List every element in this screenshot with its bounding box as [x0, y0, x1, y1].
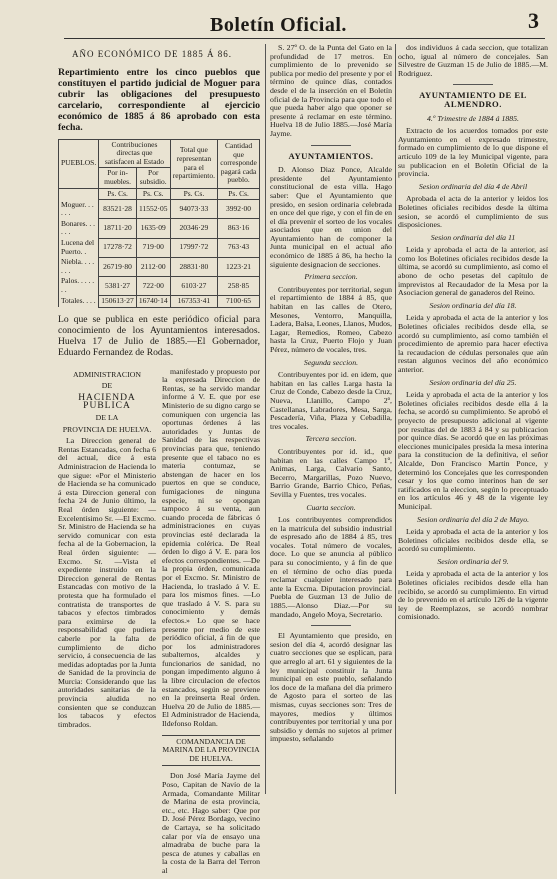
session-heading: Sesion ordinaria del día 25. — [429, 377, 517, 387]
session-heading: Sesion ordinaria del día 11 — [430, 232, 516, 242]
column-2 — [270, 44, 392, 796]
separator — [311, 625, 351, 626]
cantidad-cell: 863·16 — [218, 219, 260, 238]
separator — [311, 145, 351, 146]
subsidio-cell: 16740·14 — [136, 296, 170, 308]
trimestre-heading: 4.º Trimestre de 1884 á 1885. — [426, 113, 519, 123]
col-header-contribuciones: Contribuciones directas que satisfacen al Estado — [99, 139, 170, 168]
col-header-subsidio: Por subsidio. — [136, 168, 170, 188]
session-heading: Sesion ordinaria del 9. — [437, 556, 509, 566]
col-header-pueblos: PUEBLOS. — [59, 139, 99, 188]
subcolumn-right — [162, 368, 260, 879]
comandancia-text: Don José María Jayme del Poso, Capitan de Navío de la Armada, Comandante Militar de Marina de esta provincia, etc., etc. Hago saber: Que por D. José Pérez Bordago, vecino de Cartaya, se ha solicitado calar por vía de ensayo una almadraba de buche para la pesca de atunes y caballas en la costa de la Barra del Terron al — [162, 771, 260, 875]
unit-cell: Ps. Cs. — [99, 188, 137, 200]
total-cell: 167353·41 — [170, 296, 217, 308]
table-row — [59, 257, 260, 276]
total-cell: 6103·27 — [170, 276, 217, 295]
inmuebles-cell: 5381·27 — [99, 276, 137, 295]
session-text: Leida y aprobada el acta de la anterior y los Boletines oficiales recibidos desde ella, se acordó su cumplimiento. — [398, 527, 548, 554]
fiscal-year-heading: AÑO ECONÓMICO DE 1885 Á 86. — [72, 49, 232, 59]
section-heading: Cuarta seccion. — [306, 502, 356, 512]
pueblo-cell: Palos. . . . . . . — [59, 276, 99, 295]
table-row — [59, 276, 260, 295]
pueblo-cell: Totales. . . . — [59, 296, 99, 308]
session-text: Leida y aprobada el acta de la anterior y los Boletines oficiales recibidos desde ella, se acordó su cumplimiento, así como también el procedimiento de apremio para hacer efectiva la recaudacion de cédulas personales que aún restan algunos vecinos del año económico anterior. — [398, 313, 548, 374]
section-heading: Primera seccion. — [304, 272, 358, 282]
inmuebles-cell: 26719·80 — [99, 257, 137, 276]
total-cell: 94073·33 — [170, 200, 217, 219]
admin-text: La Direccion general de Rentas Estancadas, con fecha 6 del actual, dice á esta Administracion de Hacienda lo que sigue: «Por el Ministerio de Hacienda se ha comunicado á esta Direccion general con fecha 24 de Junio último, la Real órden siguiente: —Excelentísimo Sr. —El Excmo. Sr. Ministro de Hacienda se ha servido comunicar con esta fecha al de la Gobernacion, la Real órden siguiente: —Excmo. Sr. —Vista el expediente instruido en la Direccion general de Rentas Estancadas con motivo de la protesta que ha formulado el contratista de transportes de tabacos y efectos timbrados para eximirse de la responsabilidad que pudiera caberle por la falta de cumplimiento de dicho servicio, á consecuencia de las medidas adoptadas por la Junta de Sanidad de la provincia de Murcia: Considerando que las autoridades sanitarias de la provincia aludida no consienten que se conduzcan los tabacos y efectos timbrados. — [58, 436, 156, 729]
session-heading: Sesion ordinaria del día 2 de Mayo. — [416, 514, 530, 524]
cantidad-cell: 763·43 — [218, 238, 260, 257]
extract-text: Extracto de los acuerdos tomados por este Ayuntamiento en el expresado trimestre, formado en cumplimiento de lo que dispone el artículo 109 de la ley Municipal vigente, para su publicacion en el Boletín Oficial de la provincia. — [398, 126, 548, 179]
session-text: Leida y aprobada el acta de la anterior, así como los Boletines oficiales recibidos desde la última, se acordó su cumplimiento, así como el abono de ocho pesetas del capítulo de imprevistos al Recaudador de la Mesa por la Asociacion general de ganaderos del Reino. — [398, 245, 548, 298]
subsidio-cell: 1635·09 — [136, 219, 170, 238]
inmuebles-cell: 17278·72 — [99, 238, 137, 257]
page-header — [0, 0, 557, 40]
section-text: Contribuyentes por id. en idem, que habitan en las calles Larga hasta la Cruz de Conde, Cabezo desde la Cruz, Nueva, Llanillo, Campo 2º, Castellanas, Labradores, Mesa, Sarga, Pescadería, Viña, Plaza y Cebadilla, tres vocales. — [270, 370, 392, 431]
session-text: Leida y aprobada el acta de la anterior y los Boletines oficiales recibidos desde ella á la fecha, se acordó su cumplimiento. Se aprobó el proyecto de presupuesto adicional al vigente por resultas del de 1883 á 84 y su publicacion por quince días. Se acordó que en las próximas elecciones municipales presida la mesa interina para la constitucion de la definitiva, el señor Alcalde, Don Francisco Martin Ponce, y determinó los Concejales que les corresponden cesar y los que como interinos han de ser ratificados en la eleccion, según lo preceptuado en los artículos 46 y 48 de la vigente ley Municipal. — [398, 390, 548, 511]
continued-text: S. 27º O. de la Punta del Gato en la profundidad de 17 metros. En cumplimiento de lo prevenido se publica por medio del presente y por el término de quince días, contados desde el de la inserción en el Boletín oficial de la Provincia para que todo el que pueda haber algo que oponer se presente á reclamar en este término. Huelva 18 de Julio 1885.—José María Jayme. — [270, 43, 392, 138]
admin-heading-1: ADMINISTRACION — [72, 369, 141, 379]
unit-cell: Ps. Cs. — [136, 188, 170, 200]
table-row — [59, 238, 260, 257]
cantidad-cell: 3992·00 — [218, 200, 260, 219]
section-text: Contribuyentes por id. id., que habitan en las calles Campo 1º, Animas, Larga, Calvario Santo, Becerro, Margarillas, Pozo Nuevo, Barrio Grande, Barrio Chico, Peñas, Sevilla y Fuentes, tres vocales. — [270, 446, 392, 499]
col-header-total: Total que representan para el repartimiento. — [170, 139, 217, 188]
section-text: El Ayuntamiento que presido, en sesion del día 4, acordó designar las cuatro secciones que se esplican, para que arreglo al art. 61 y siguientes de la ley municipal constituir la Junta municipal en este pueblo, señalando los doce de la mañana del día primero de Agosto para el sorteo de las mismas, cuyas secciones son: Tres de mayores, medios y últimos contribuyentes por territorial y una por subsidio y demás no sujetos al primer impuesto, señalando — [270, 631, 392, 744]
table-cell — [59, 188, 99, 200]
unit-cell: Ps. Cs. — [218, 188, 260, 200]
ayuntamientos-heading: AYUNTAMIENTOS. — [288, 150, 374, 161]
column-divider — [265, 44, 266, 794]
admin-text-continued: manifestado y propuesto por la expresada Direccion de Rentas, se ha servido mandar informe á V. E. que por ese Ministerio de su digno cargo se comuniquen con urgencia las oportunas órdenes á las autoridades y Juntas de Sanidad de las respectivas provincias para que, teniendo presente que el tabaco no es materia contumaz, se abstengan de hacer en los puertos en que se conduce, fumigaciones de ninguna especie, ni se opongan tampoco á su venta, aun cuando proceda de fábricas ó administraciones en cuyas provincias esté declarada la epidemia colérica. De Real órden lo digo á V. E. para los efectos correspondientes. —De la propia órden, comunicada por el Excmo. Sr. Ministro de Hacienda, lo traslado á V. E. para los mismos fines. —Lo que traslado á V. S. para su conocimiento y demás efectos.» Lo que se hace presente por medio de este periódico oficial, á fin de que por los administradores subalternos, alcaldes y funcionarios de sanidad, no pongan impedimento alguno á la libre circulacion de efectos estancados, según se previene en la preinserta Real órden. Huelva 20 de Julio de 1885.—El Administrador de Hacienda, Ildefonso Roldan. — [162, 366, 260, 729]
page-number: 3 — [528, 8, 539, 33]
session-text: Leida y aprobada el acta de la anterior y los Boletines oficiales recibidos desde ella han recibido, se acordó su cumplimiento. En virtud de lo prevenido en el artículo 126 de la vigente ley de Reemplazos, se acordó nombrar comisionado. — [398, 569, 548, 622]
pueblo-cell: Moguer. . . . . . — [59, 200, 99, 219]
continued-text: dos individuos á cada seccion, que totalizan ocho, igual al número de concejales. San Silvestre de Guzman 15 de Julio de 1885.—M. Rodriguez. — [398, 43, 548, 78]
section-heading: Tercera seccion. — [305, 434, 357, 444]
subsidio-cell: 2112·00 — [136, 257, 170, 276]
repartimiento-heading: Repartimiento entre los cinco pueblos que constituyen el partido judicial de Moguer para cubrir las obligaciones del presupuesto carcelario, correspondiente al ejercicio económico de 1885 á 86 aprobado con esta fecha. — [58, 66, 260, 133]
section-heading: Segunda seccion. — [303, 357, 359, 367]
total-cell: 20346·29 — [170, 219, 217, 238]
total-cell: 28831·80 — [170, 257, 217, 276]
admin-heading-2: DE — [101, 381, 113, 391]
subcolumn-left — [58, 368, 156, 879]
two-column-block — [58, 368, 260, 879]
inmuebles-cell: 150613·27 — [99, 296, 137, 308]
newspaper-title: Boletín Oficial. — [210, 14, 347, 36]
cantidad-cell: 258·85 — [218, 276, 260, 295]
inmuebles-cell: 83521·28 — [99, 200, 137, 219]
inmuebles-cell: 18711·20 — [99, 219, 137, 238]
session-heading: Sesion ordinaria del día 18. — [429, 300, 517, 310]
totals-row — [59, 296, 260, 308]
pueblo-cell: Niebla. . . . . . . — [59, 257, 99, 276]
column-3 — [398, 44, 548, 796]
admin-heading-4: DE LA — [95, 413, 119, 423]
header-rule — [64, 38, 545, 39]
total-cell: 17997·72 — [170, 238, 217, 257]
cantidad-cell: 1223·21 — [218, 257, 260, 276]
section-text: Los contribuyentes comprendidos en la matrícula del subsidio industrial de espresado año de 1884 á 85, tres vocales. Total número de vocales, doce. Lo que se anuncia al público para su conocimiento, y á fin de que en el término de ocho días pueda reclamar cualquier interesado para ante la Excma. Diputacion provincial. Puebla de Guzman 13 de Julio de 1885.—Alonso Diaz.—Por su mandado, Angelo Moya, Secretario. — [270, 515, 392, 619]
column-1 — [58, 44, 260, 875]
section-text: Contribuyentes por territorial, segun el repartimiento de 1884 á 85, que habitan en las calles de Otero, Mesones, Ventorro, Manquilla, Ladera, Balsa, Leones, Llanos, Mudos, Lagar, Remedios, Romeo, Cabezo hasta la Cruz, Puerto Flojo y Juan Pérez, número de vocales, tres. — [270, 284, 392, 354]
table-row — [59, 219, 260, 238]
pueblo-cell: Lucena del Puerto. . — [59, 238, 99, 257]
col-header-inmuebles: Por in- muebles. — [99, 168, 137, 188]
comandancia-heading: COMANDANCIA DE MARINA DE LA PROVINCIA DE HUELVA. — [162, 735, 260, 767]
unit-cell: Ps. Cs. — [170, 188, 217, 200]
admin-heading-3: HACIENDA PUBLICA — [78, 392, 136, 412]
col-header-cantidad: Cantidad que corresponde pagará cada pueblo. — [218, 139, 260, 188]
table-row — [59, 200, 260, 219]
ayto-text: D. Alonso Diaz Ponce, Alcalde presidente del Ayuntamiento constitucional de esta villa. Hago saber: Que el Ayuntamiento que presido, en sesion ordinaria celebrada en once del que rige, y con el fin de en el día prevenir el sorteo de los vocales asociados que en union del Ayuntamiento han de componer la Junta municipal en el actual año económico de 1885 á 86, ha hecho la siguiente designacion de secciones. — [270, 165, 392, 269]
admin-heading-5: PROVINCIA DE HUELVA. — [62, 424, 152, 434]
publication-note: Lo que se publica en este periódico oficial para conocimiento de los Ayuntamientos interesados. Huelva 17 de Julio de 1885.—El Gobernador, Eduardo Fernandez de Rodas. — [58, 313, 260, 358]
session-heading: Sesion ordinaria del día 4 de Abril — [418, 181, 528, 191]
repartimiento-table — [58, 139, 260, 308]
subsidio-cell: 722·00 — [136, 276, 170, 295]
cantidad-cell: 7100·65 — [218, 296, 260, 308]
session-text: Aprobada el acta de la anterior y leidos los Boletines oficiales recibidos desde la última sesion, se acordó el cumplimiento de sus disposiciones. — [398, 194, 548, 230]
pueblo-cell: Bonares. . . . . . — [59, 219, 99, 238]
subsidio-cell: 719·00 — [136, 238, 170, 257]
separator — [453, 84, 493, 85]
subsidio-cell: 11552·05 — [136, 200, 170, 219]
column-divider — [395, 44, 396, 794]
almendro-heading: AYUNTAMIENTO DE EL ALMENDRO. — [419, 90, 527, 109]
